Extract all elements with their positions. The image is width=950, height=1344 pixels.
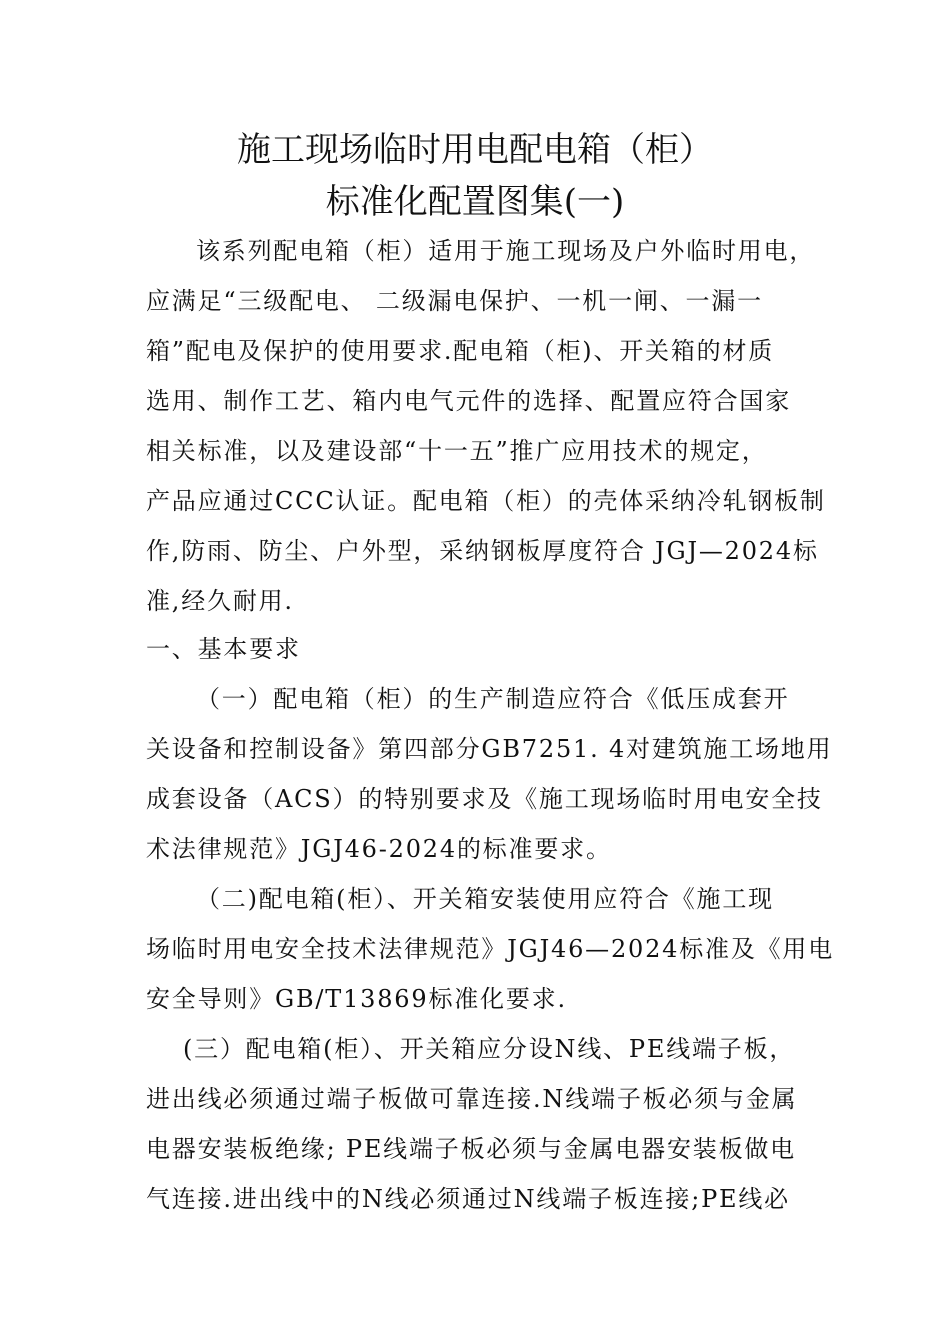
document-title-line-2: 标准化配置图集(一) [325, 182, 625, 222]
item1-line: （一）配电箱（柜）的生产制造应符合《低压成套开 [196, 685, 790, 713]
item1-line: 术法律规范》JGJ46-2024的标准要求。 [146, 835, 612, 863]
item3-line: 气连接.进出线中的N线必须通过N线端子板连接;PE线必 [146, 1185, 790, 1213]
intro-line: 选用、制作工艺、箱内电气元件的选择、配置应符合国家 [146, 387, 791, 415]
intro-line: 作,防雨、防尘、户外型，采纳钢板厚度符合 JGJ—2024标 [146, 537, 819, 565]
intro-line: 该系列配电箱（柜）适用于施工现场及户外临时用电， [196, 237, 816, 265]
item2-line: 安全导则》GB/T13869标准化要求. [146, 985, 567, 1013]
item3-line: (三）配电箱(柜）、开关箱应分设N线、PE线端子板， [183, 1035, 796, 1063]
item1-line: 成套设备（ACS）的特别要求及《施工现场临时用电安全技 [146, 785, 823, 813]
item3-line: 进出线必须通过端子板做可靠连接.N线端子板必须与金属 [146, 1085, 798, 1113]
section-heading: 一、基本要求 [146, 635, 301, 663]
intro-line: 应满足“三级配电、 二级漏电保护、一机一闸、一漏一 [146, 287, 763, 315]
item2-line: 场临时用电安全技术法律规范》JGJ46—2024标准及《用电 [146, 935, 835, 963]
item3-line: 电器安装板绝缘; PE线端子板必须与金属电器安装板做电 [146, 1135, 796, 1163]
document-title-line-1: 施工现场临时用电配电箱（柜） [237, 130, 713, 170]
intro-line: 准,经久耐用. [146, 587, 294, 615]
intro-line: 相关标准，以及建设部“十一五”推广应用技术的规定， [146, 437, 768, 465]
item1-line: 关设备和控制设备》第四部分GB7251. 4对建筑施工场地用 [146, 735, 833, 763]
intro-line: 产品应通过CCC认证。配电箱（柜）的壳体采纳冷轧钢板制 [146, 487, 826, 515]
intro-line: 箱”配电及保护的使用要求.配电箱（柜)、开关箱的材质 [146, 337, 775, 365]
item2-line: （二)配电箱(柜）、开关箱安装使用应符合《施工现 [196, 885, 774, 913]
